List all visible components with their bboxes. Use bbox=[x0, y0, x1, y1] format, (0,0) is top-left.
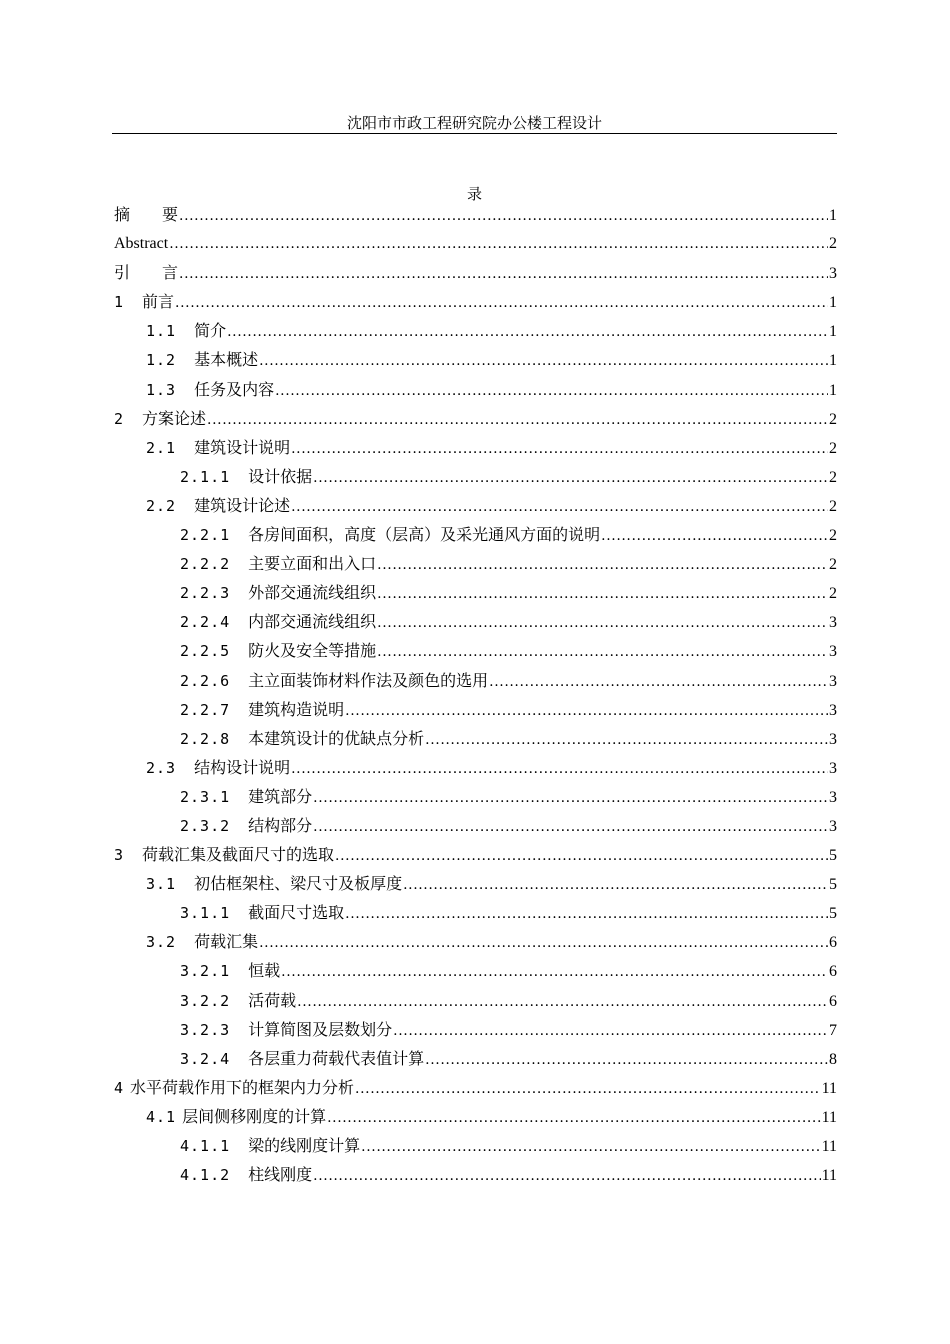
toc-entry-label: 水平荷载作用下的框架内力分析 bbox=[130, 1077, 355, 1097]
dot-leader bbox=[377, 638, 828, 667]
toc-entry-number: 2.1.1 bbox=[180, 467, 231, 486]
toc-entry-number: 2 bbox=[114, 409, 125, 428]
toc-entry-label: 结构部分 bbox=[248, 815, 313, 835]
dot-leader bbox=[601, 522, 828, 551]
dot-leader bbox=[291, 435, 828, 464]
toc-entry-page-number: 2 bbox=[829, 468, 837, 486]
toc-entry-number: 3.2.2 bbox=[180, 991, 231, 1010]
toc-entry[interactable] bbox=[112, 1131, 837, 1160]
toc-entry[interactable] bbox=[112, 1160, 837, 1189]
dot-leader bbox=[403, 871, 828, 900]
toc-entry-number: 1.1 bbox=[146, 322, 177, 341]
toc-entry[interactable] bbox=[112, 782, 837, 811]
toc-entry-number: 2.2.3 bbox=[180, 584, 231, 603]
toc-entry-label: 摘 要 bbox=[114, 205, 179, 224]
toc-entry-number: 2.2.2 bbox=[180, 555, 231, 574]
toc-entry[interactable] bbox=[112, 287, 837, 316]
dot-leader bbox=[313, 1162, 820, 1191]
toc-entry[interactable] bbox=[112, 840, 837, 869]
toc-entry-label: 梁的线刚度计算 bbox=[248, 1136, 361, 1155]
toc-entry-page-number: 11 bbox=[821, 1079, 837, 1097]
toc-entry-number: 2.2.7 bbox=[180, 700, 231, 719]
toc-entry-label: 截面尺寸选取 bbox=[248, 903, 345, 923]
toc-entry[interactable] bbox=[112, 229, 837, 258]
dot-leader bbox=[227, 318, 828, 347]
dot-leader bbox=[313, 784, 828, 813]
toc-entry[interactable] bbox=[112, 345, 837, 374]
toc-entry-number: 3.1 bbox=[146, 875, 177, 894]
toc-entry-page-number: 2 bbox=[829, 439, 837, 457]
dot-leader bbox=[291, 755, 828, 784]
toc-entry[interactable] bbox=[112, 811, 837, 840]
toc-entry-page-number: 11 bbox=[821, 1108, 837, 1126]
toc-entry-number: 3.2 bbox=[146, 933, 177, 952]
toc-entry[interactable] bbox=[112, 869, 837, 898]
dot-leader bbox=[297, 988, 828, 1017]
dot-leader bbox=[207, 406, 828, 435]
toc-entry-number: 1.3 bbox=[146, 380, 177, 399]
toc-entry[interactable] bbox=[112, 491, 837, 520]
toc-entry-label: 简介 bbox=[194, 321, 227, 341]
toc-entry-page-number: 6 bbox=[829, 992, 837, 1010]
toc-entry[interactable] bbox=[112, 200, 837, 229]
toc-entry-number: 2.3.2 bbox=[180, 816, 231, 835]
toc-entry-number: 2.2.8 bbox=[180, 729, 231, 748]
toc-entry-page-number: 1 bbox=[829, 294, 837, 312]
toc-entry-label: 活荷载 bbox=[248, 990, 297, 1010]
toc-entry-label: 主立面装饰材料作法及颜色的选用 bbox=[248, 670, 489, 690]
toc-entry-number: 1.2 bbox=[146, 351, 177, 370]
table-of-contents bbox=[112, 200, 837, 1189]
dot-leader bbox=[275, 377, 828, 406]
toc-entry[interactable] bbox=[112, 1044, 837, 1073]
dot-leader bbox=[425, 726, 828, 755]
toc-title: 录 bbox=[466, 185, 482, 203]
toc-entry-label: 各层重力荷载代表值计算 bbox=[248, 1048, 425, 1068]
toc-entry[interactable] bbox=[112, 753, 837, 782]
toc-entry-page-number: 8 bbox=[829, 1050, 837, 1068]
toc-entry-number: 2.2.1 bbox=[180, 526, 231, 545]
header-divider bbox=[112, 133, 837, 134]
toc-entry-page-number: 2 bbox=[829, 527, 837, 545]
toc-entry-label: 结构设计说明 bbox=[194, 757, 291, 777]
dot-leader bbox=[425, 1046, 828, 1075]
toc-entry-page-number: 3 bbox=[829, 817, 837, 835]
toc-entry[interactable] bbox=[112, 375, 837, 404]
toc-entry-number: 3.2.1 bbox=[180, 962, 231, 981]
dot-leader bbox=[327, 1104, 820, 1133]
dot-leader bbox=[169, 230, 828, 259]
toc-entry-number: 2.2.4 bbox=[180, 613, 231, 632]
toc-entry-page-number: 1 bbox=[829, 207, 837, 224]
toc-entry[interactable] bbox=[112, 258, 837, 287]
dot-leader bbox=[281, 958, 828, 987]
toc-entry-page-number: 5 bbox=[829, 876, 837, 894]
toc-entry-page-number: 3 bbox=[829, 643, 837, 661]
toc-entry-number: 3.2.3 bbox=[180, 1020, 231, 1039]
toc-entry-label: Abstract bbox=[114, 235, 169, 253]
toc-entry-label: 任务及内容 bbox=[194, 379, 275, 399]
toc-entry[interactable] bbox=[112, 927, 837, 956]
toc-entry-number: 1 bbox=[114, 293, 125, 312]
toc-entry-page-number: 1 bbox=[829, 381, 837, 399]
toc-entry[interactable] bbox=[112, 724, 837, 753]
toc-entry-label: 本建筑设计的优缺点分析 bbox=[248, 728, 425, 748]
toc-entry-number: 3.1.1 bbox=[180, 904, 231, 923]
toc-entry[interactable] bbox=[112, 1102, 837, 1131]
dot-leader bbox=[335, 842, 828, 871]
dot-leader bbox=[313, 813, 828, 842]
toc-entry-page-number: 11 bbox=[821, 1167, 837, 1185]
toc-entry[interactable] bbox=[112, 695, 837, 724]
toc-entry-label: 建筑设计论述 bbox=[194, 495, 291, 515]
toc-entry-page-number: 5 bbox=[829, 847, 837, 865]
dot-leader bbox=[179, 202, 828, 231]
toc-entry-label: 基本概述 bbox=[194, 350, 259, 370]
toc-entry-label: 计算简图及层数划分 bbox=[248, 1019, 393, 1039]
toc-entry-label: 建筑构造说明 bbox=[248, 699, 345, 719]
toc-entry-label: 主要立面和出入口 bbox=[248, 554, 377, 574]
toc-entry-number: 2.2.5 bbox=[180, 642, 231, 661]
toc-entry[interactable] bbox=[112, 636, 837, 665]
toc-entry[interactable] bbox=[112, 520, 837, 549]
toc-entry-label: 引 言 bbox=[114, 263, 179, 283]
dot-leader bbox=[377, 609, 828, 638]
toc-entry-page-number: 6 bbox=[829, 963, 837, 981]
toc-entry-page-number: 3 bbox=[829, 614, 837, 632]
toc-entry-number: 3 bbox=[114, 846, 125, 865]
toc-entry-label: 内部交通流线组织 bbox=[248, 612, 377, 632]
toc-entry-page-number: 1 bbox=[829, 323, 837, 341]
toc-entry-number: 2.2.6 bbox=[180, 671, 231, 690]
toc-entry-page-number: 3 bbox=[829, 730, 837, 748]
toc-entry-number: 4.1 bbox=[146, 1107, 177, 1126]
toc-entry-number: 4.1.1 bbox=[180, 1137, 231, 1155]
toc-entry-page-number: 2 bbox=[829, 235, 837, 253]
dot-leader bbox=[489, 668, 828, 697]
document-header-title: 沈阳市市政工程研究院办公楼工程设计 bbox=[346, 114, 602, 132]
dot-leader bbox=[393, 1017, 828, 1046]
toc-entry-page-number: 3 bbox=[829, 788, 837, 806]
dot-leader bbox=[175, 289, 828, 318]
toc-entry[interactable] bbox=[112, 549, 837, 578]
toc-entry-label: 初估框架柱、梁尺寸及板厚度 bbox=[194, 874, 403, 894]
dot-leader bbox=[377, 580, 828, 609]
toc-entry-label: 荷载汇集及截面尺寸的选取 bbox=[142, 845, 335, 865]
toc-entry[interactable] bbox=[112, 607, 837, 636]
toc-entry[interactable] bbox=[112, 404, 837, 433]
toc-entry-page-number: 7 bbox=[829, 1021, 837, 1039]
toc-entry-page-number: 11 bbox=[821, 1138, 837, 1155]
toc-entry-label: 恒载 bbox=[248, 961, 281, 981]
toc-entry-number: 2.2 bbox=[146, 496, 177, 515]
toc-entry-page-number: 2 bbox=[829, 497, 837, 515]
toc-entry-label: 层间侧移刚度的计算 bbox=[182, 1106, 327, 1126]
toc-entry[interactable] bbox=[112, 462, 837, 491]
toc-entry-label: 柱线刚度 bbox=[248, 1165, 313, 1185]
toc-entry-page-number: 2 bbox=[829, 556, 837, 574]
dot-leader bbox=[313, 464, 828, 493]
toc-entry-label: 设计依据 bbox=[248, 466, 313, 486]
dot-leader bbox=[259, 347, 828, 376]
toc-entry-label: 前言 bbox=[142, 292, 175, 312]
toc-entry[interactable] bbox=[112, 986, 837, 1015]
toc-entry-number: 2.1 bbox=[146, 438, 177, 457]
toc-entry[interactable] bbox=[112, 578, 837, 607]
toc-entry-number: 4.1.2 bbox=[180, 1166, 231, 1185]
dot-leader bbox=[345, 900, 828, 929]
toc-entry-page-number: 6 bbox=[829, 934, 837, 952]
toc-entry[interactable] bbox=[112, 433, 837, 462]
toc-entry-label: 防火及安全等措施 bbox=[248, 641, 377, 661]
toc-entry[interactable] bbox=[112, 316, 837, 345]
dot-leader bbox=[179, 260, 828, 289]
toc-entry[interactable] bbox=[112, 898, 837, 927]
toc-entry-page-number: 3 bbox=[829, 759, 837, 777]
toc-entry-label: 各房间面积，高度（层高）及采光通风方面的说明 bbox=[248, 525, 601, 545]
dot-leader bbox=[345, 697, 828, 726]
toc-entry-page-number: 2 bbox=[829, 410, 837, 428]
dot-leader bbox=[355, 1075, 821, 1104]
toc-entry-label: 外部交通流线组织 bbox=[248, 583, 377, 603]
toc-entry-number: 4 bbox=[114, 1078, 125, 1097]
toc-entry-label: 建筑部分 bbox=[248, 786, 313, 806]
toc-entry-number: 2.3 bbox=[146, 758, 177, 777]
dot-leader bbox=[291, 493, 828, 522]
toc-entry-number: 3.2.4 bbox=[180, 1049, 231, 1068]
toc-entry[interactable] bbox=[112, 1015, 837, 1044]
toc-entry-label: 建筑设计说明 bbox=[194, 437, 291, 457]
toc-entry-label: 方案论述 bbox=[142, 408, 207, 428]
dot-leader bbox=[377, 551, 828, 580]
toc-entry-number: 2.3.1 bbox=[180, 787, 231, 806]
toc-entry[interactable] bbox=[112, 1073, 837, 1102]
toc-entry-page-number: 3 bbox=[829, 701, 837, 719]
toc-entry-page-number: 3 bbox=[829, 672, 837, 690]
toc-entry-page-number: 1 bbox=[829, 352, 837, 370]
toc-entry[interactable] bbox=[112, 666, 837, 695]
toc-entry-label: 荷载汇集 bbox=[194, 932, 259, 952]
dot-leader bbox=[361, 1133, 820, 1162]
toc-entry-page-number: 5 bbox=[829, 905, 837, 923]
toc-entry-page-number: 2 bbox=[829, 585, 837, 603]
dot-leader bbox=[259, 929, 828, 958]
toc-entry[interactable] bbox=[112, 956, 837, 985]
toc-entry-page-number: 3 bbox=[829, 265, 837, 283]
